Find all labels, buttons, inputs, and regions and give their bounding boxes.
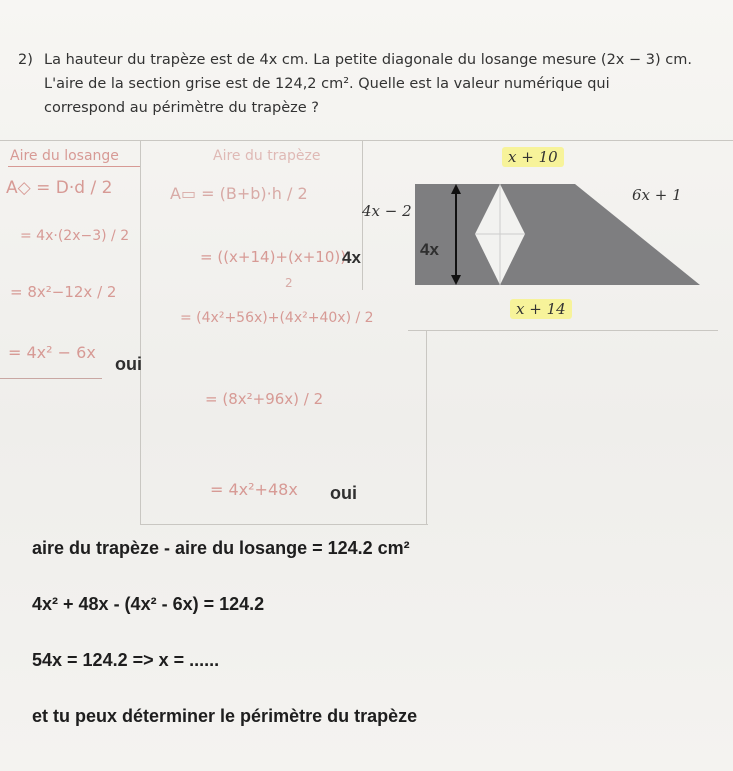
column-divider-left — [140, 140, 141, 525]
problem-line-3: correspond au périmètre du trapèze ? — [44, 100, 319, 116]
trapezoid-step-4: = 4x²+48x — [210, 480, 298, 499]
trapezoid-step-1-denominator: 2 — [285, 276, 293, 290]
trapezoid-step-1 — [200, 248, 346, 266]
problem-number: 2) — [18, 52, 33, 68]
left-side-label: 4x − 2 — [362, 202, 412, 220]
top-base-label-text: x + 10 — [502, 147, 564, 167]
answer-line-1: aire du trapèze - aire du losange = 124.2 cm² — [32, 538, 410, 558]
rhombus-check-mark: oui — [115, 354, 142, 374]
trapezoid-step-1-text: = ((x+14)+(x+10)) — [200, 248, 347, 266]
trapezoid-check-mark: oui — [330, 483, 357, 503]
answer-line-4: et tu peux déterminer le périmètre du trapèze — [32, 706, 418, 726]
answer-line-2: 4x² + 48x - (4x² - 6x) = 124.2 — [32, 594, 265, 614]
trapezoid-step-3: = (8x²+96x) / 2 — [205, 390, 324, 408]
rhombus-step-1: = 4x·(2x−3) / 2 — [20, 228, 130, 244]
answer-line-3: 54x = 124.2 => x = ...... — [32, 650, 220, 670]
diagram-bottom-rule — [408, 330, 718, 331]
problem-line-2: L'aire de la section grise est de 124,2 cm². Quelle est la valeur numérique qui — [44, 76, 610, 92]
bottom-rule — [140, 524, 428, 525]
rhombus-area-heading: Aire du losange — [10, 148, 119, 164]
rhombus-step-2: = 8x²−12x / 2 — [10, 283, 117, 301]
bottom-base-label-text: x + 14 — [510, 299, 572, 319]
trapezoid-area-formula: A▭ = (B+b)·h / 2 — [170, 184, 308, 203]
height-label: 4x — [420, 240, 439, 259]
trapezoid-height-bold: 4x — [342, 248, 361, 267]
problem-line-1: La hauteur du trapèze est de 4x cm. La petite diagonale du losange mesure (2x − 3) cm. — [44, 52, 692, 68]
trapezoid-step-2: = (4x²+56x)+(4x²+40x) / 2 — [180, 310, 374, 326]
trapezoid-area-heading: Aire du trapèze — [213, 148, 321, 164]
right-side-label: 6x + 1 — [632, 186, 682, 204]
rhombus-step-3: = 4x² − 6x — [8, 343, 96, 362]
rhombus-result-underline — [0, 378, 102, 379]
rhombus-area-formula: A◇ = D·d / 2 — [6, 178, 113, 198]
bottom-base-label — [510, 300, 572, 318]
column-divider-lower — [426, 330, 427, 525]
top-base-label — [502, 148, 564, 166]
rhombus-heading-underline — [8, 166, 140, 167]
